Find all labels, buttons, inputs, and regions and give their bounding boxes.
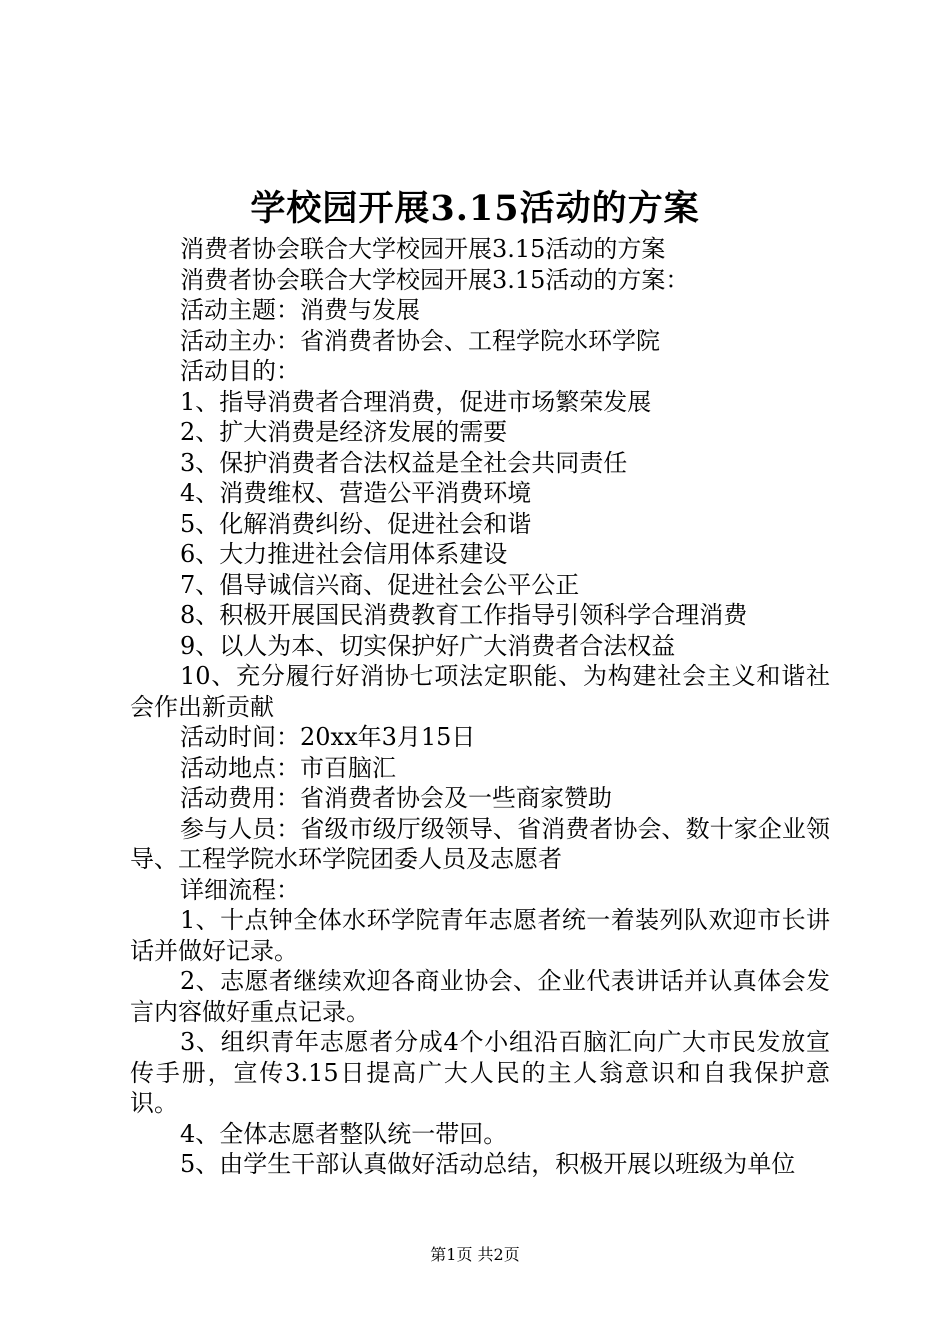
paragraph: 5、化解消费纠纷、促进社会和谐 bbox=[180, 509, 532, 538]
paragraph: 活动费用：省消费者协会及一些商家赞助 bbox=[180, 784, 612, 812]
paragraph: 10、充分履行好消协七项法定职能、为构建社会主义和谐社会作出新贡献 bbox=[130, 662, 830, 721]
paragraph: 活动目的： bbox=[180, 357, 300, 385]
paragraph: 消费者协会联合大学校园开展3.15活动的方案： bbox=[180, 265, 690, 294]
paragraph: 1、十点钟全体水环学院青年志愿者统一着装列队欢迎市长讲话并做好记录。 bbox=[130, 906, 830, 965]
paragraph: 7、倡导诚信兴商、促进社会公平公正 bbox=[180, 570, 580, 599]
paragraph: 4、全体志愿者整队统一带回。 bbox=[180, 1119, 508, 1148]
paragraph: 3、保护消费者合法权益是全社会共同责任 bbox=[180, 448, 628, 477]
paragraph: 参与人员：省级市级厅级领导、省消费者协会、数十家企业领导、工程学院水环学院团委人员及志愿者 bbox=[130, 814, 830, 873]
paragraph: 2、志愿者继续欢迎各商业协会、企业代表讲话并认真体会发言内容做好重点记录。 bbox=[130, 967, 830, 1026]
paragraph: 2、扩大消费是经济发展的需要 bbox=[180, 418, 508, 446]
paragraph: 活动地点：市百脑汇 bbox=[180, 753, 396, 782]
paragraph: 活动时间：20xx年3月15日 bbox=[180, 723, 476, 751]
paragraph: 详细流程： bbox=[180, 875, 300, 904]
paragraph: 9、以人为本、切实保护好广大消费者合法权益 bbox=[180, 631, 676, 660]
paragraph: 活动主办：省消费者协会、工程学院水环学院 bbox=[180, 326, 660, 355]
page-footer: 第1页 共2页 bbox=[430, 1245, 520, 1264]
paragraph: 消费者协会联合大学校园开展3.15活动的方案 bbox=[180, 235, 666, 263]
paragraph: 6、大力推进社会信用体系建设 bbox=[180, 540, 508, 568]
paragraph: 3、组织青年志愿者分成4个小组沿百脑汇向广大市民发放宣传手册，宣传3.15日提高广大人民的主人翁意识和自我保护意识。 bbox=[130, 1028, 830, 1117]
document-title: 学校园开展3.15活动的方案 bbox=[250, 188, 700, 229]
paragraph: 活动主题：消费与发展 bbox=[180, 296, 420, 324]
paragraph: 1、指导消费者合理消费，促进市场繁荣发展 bbox=[180, 387, 652, 416]
document-body bbox=[130, 234, 830, 1180]
paragraph: 8、积极开展国民消费教育工作指导引领科学合理消费 bbox=[180, 601, 748, 629]
paragraph: 4、消费维权、营造公平消费环境 bbox=[180, 479, 532, 507]
paragraph: 5、由学生干部认真做好活动总结，积极开展以班级为单位 bbox=[180, 1150, 796, 1178]
